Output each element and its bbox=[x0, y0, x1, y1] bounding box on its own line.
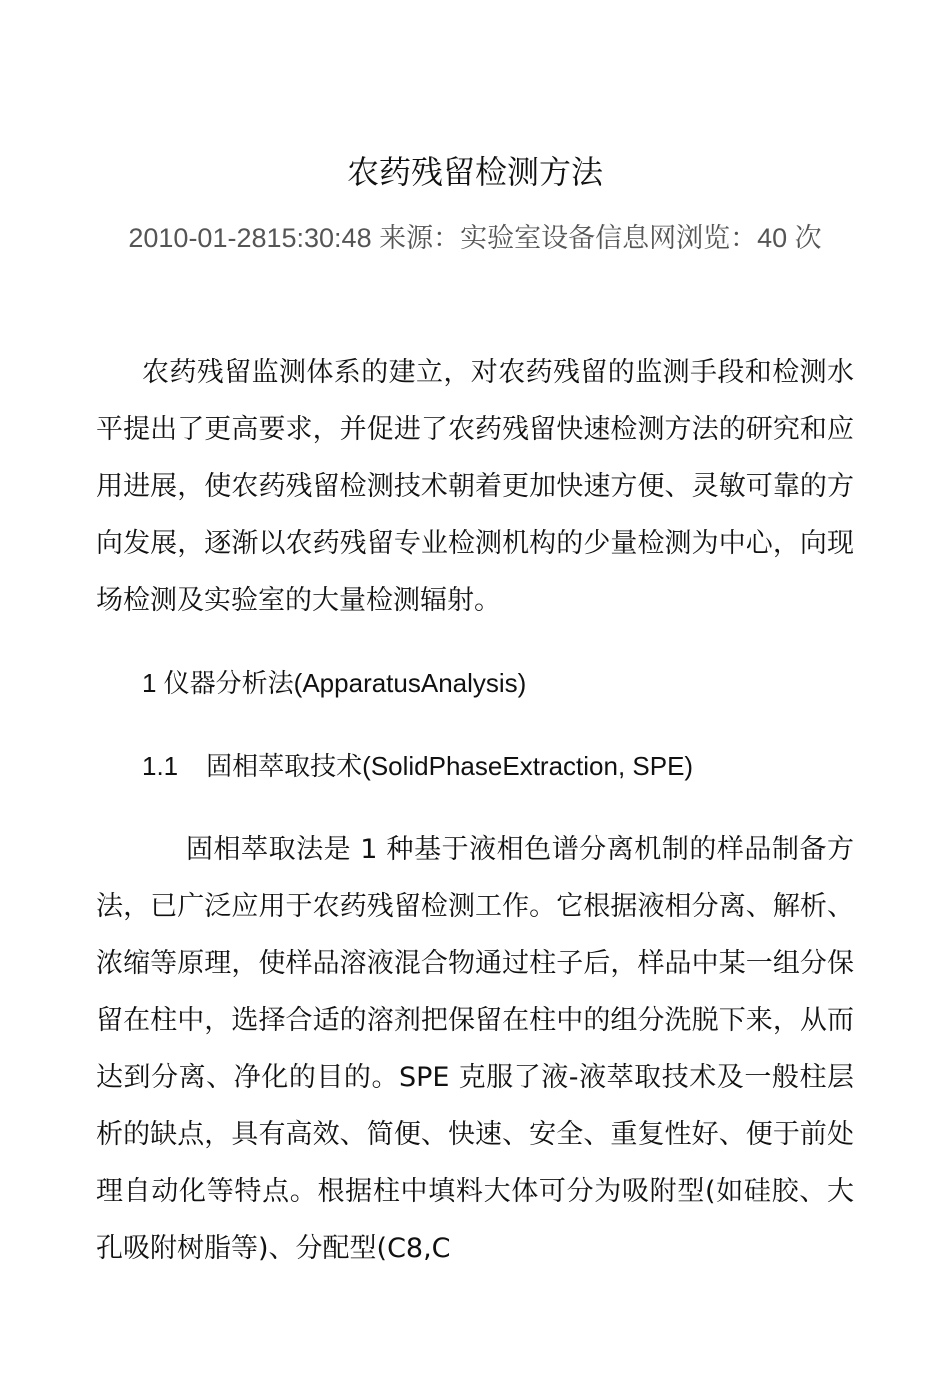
section-heading-text: 固相萃取技术(SolidPhaseExtraction, SPE) bbox=[206, 751, 694, 781]
intro-paragraph: 农药残留监测体系的建立，对农药残留的监测手段和检测水平提出了更高要求，并促进了农药残留快速检测方法的研究和应用进展，使农药残留检测技术朝着更加快速方便、灵敏可靠的方向发展，逐渐以农药残留专业检测机构的少量检测为中心，向现场检测及实验室的大量检测辐射。 bbox=[96, 357, 854, 616]
document-title: 农药残留检测方法 bbox=[346, 153, 603, 191]
document-body bbox=[96, 344, 854, 1277]
section-heading-1: 1 仪器分析法(ApparatusAnalysis) bbox=[142, 668, 527, 698]
section-heading-1-1 bbox=[96, 738, 854, 795]
article-meta: 2010-01-2815:30:48 来源：实验室设备信息网浏览：40 次 bbox=[128, 223, 822, 253]
spe-paragraph: 固相萃取法是 1 种基于液相色谱分离机制的样品制备方法，已广泛应用于农药残留检测工作。它根据液相分离、解析、浓缩等原理，使样品溶液混合物通过柱子后，样品中某一组分保留在柱中，选择合适的溶剂把保留在柱中的组分洗脱下来，从而达到分离、净化的目的。SPE 克服了液-液萃取技术及一般柱层析的缺点，具有高效、简便、快速、安全、重复性好、便于前处理自动化等特点。根据柱中填料大体可分为吸附型(如硅胶、大孔吸附树脂等)、分配型(C8,C bbox=[96, 834, 854, 1264]
section-number: 1.1 bbox=[142, 751, 179, 781]
